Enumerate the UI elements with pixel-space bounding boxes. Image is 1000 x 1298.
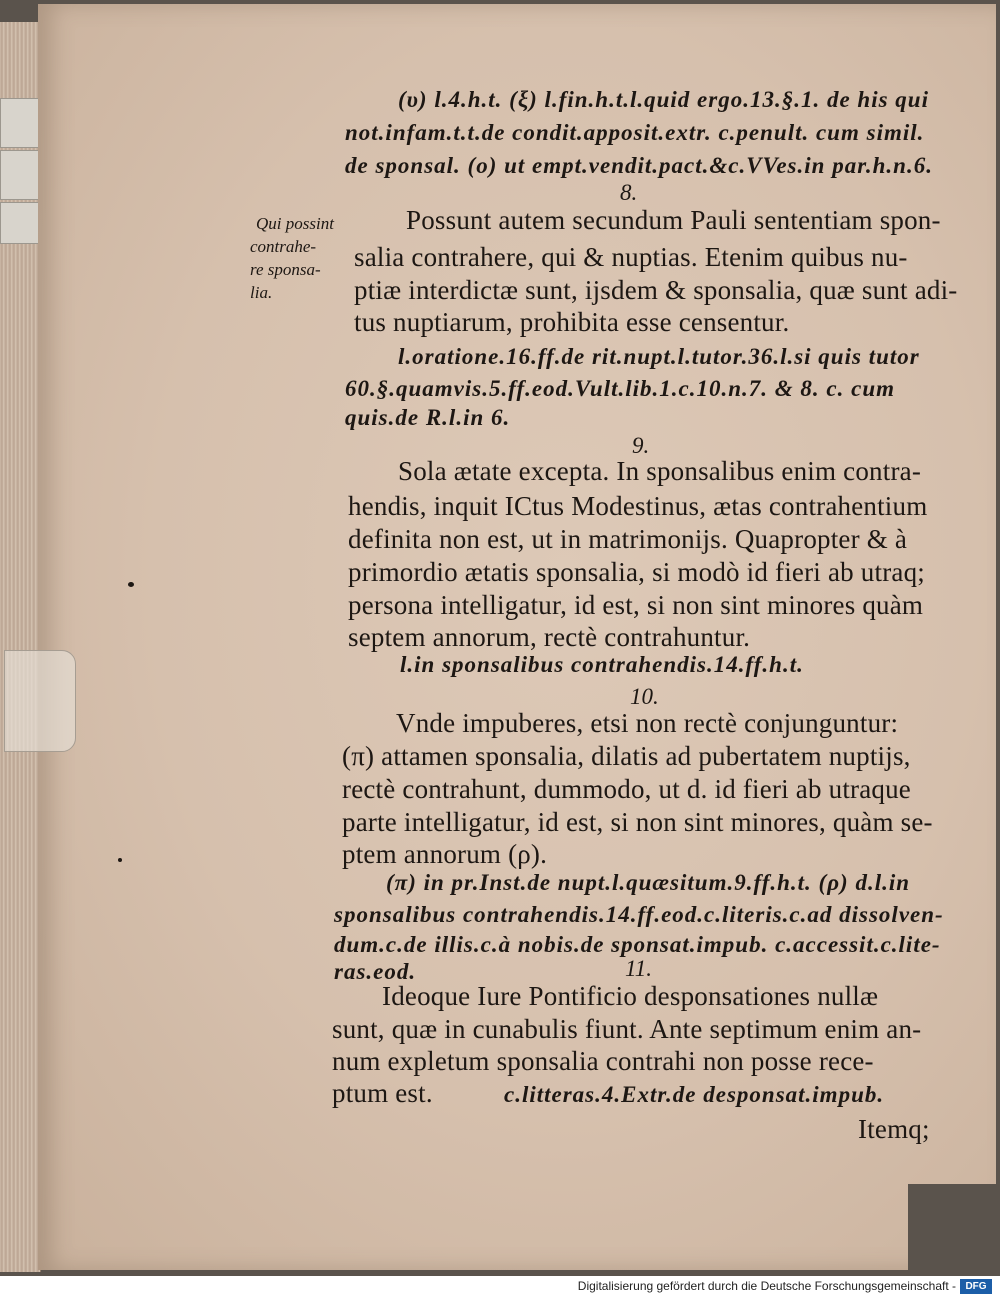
paper-tab-marker [0,98,42,148]
margin-note-line: re sponsa- [250,260,321,279]
body-line: rectè contrahunt, dummodo, ut d. id fieri ab utraque [342,774,911,804]
margin-note-line: Qui possint [256,214,334,233]
plastic-page-clip [4,650,76,752]
body-line: salia contrahere, qui & nuptias. Etenim quibus nu- [354,242,908,272]
citation-line: l.oratione.16.ff.de rit.nupt.l.tutor.36.l.si quis tutor [398,344,920,369]
footnote-line: not.infam.t.t.de condit.apposit.extr. c.penult. cum simil. [345,120,925,145]
paper-tab-marker [0,202,42,244]
citation-line: (π) in pr.Inst.de nupt.l.quæsitum.9.ff.h.t. (ρ) d.l.in [386,870,911,895]
citation-line: c.litteras.4.Extr.de desponsat.impub. [504,1082,885,1107]
citation-line: l.in sponsalibus contrahendis.14.ff.h.t. [400,652,804,677]
section-number: 10. [630,684,659,709]
margin-note-line: lia. [250,283,273,302]
body-line: (π) attamen sponsalia, dilatis ad pubertatem nuptijs, [342,741,911,771]
section-number: 8. [620,180,638,205]
footnote-line: (υ) l.4.h.t. (ξ) l.fin.h.t.l.quid ergo.13.§.1. de his qui [398,87,929,112]
body-line: persona intelligatur, id est, si non sint minores quàm [348,590,924,620]
body-line: ptum est. [332,1078,433,1108]
body-line: ptem annorum (ρ). [342,839,548,869]
citation-line: ras.eod. [334,959,417,984]
margin-note-line: contrahe- [250,237,317,256]
body-line: Possunt autem secundum Pauli sententiam spon- [406,205,941,235]
citation-line: sponsalibus contrahendis.14.ff.eod.c.literis.c.ad dissolven- [334,902,944,927]
body-line: tus nuptiarum, prohibita esse censentur. [354,307,790,337]
catchword: Itemq; [858,1114,930,1144]
citation-line: 60.§.quamvis.5.ff.eod.Vult.lib.1.c.10.n.7. & 8. c. cum [345,376,896,401]
digitization-footer [0,1276,1000,1298]
body-line: hendis, inquit ICtus Modestinus, ætas contrahentium [348,491,928,521]
ink-speck [128,582,134,587]
citation-line: quis.de R.l.in 6. [345,405,511,430]
body-line: definita non est, ut in matrimonijs. Quapropter & à [348,524,908,554]
body-line: primordio ætatis sponsalia, si modò id fieri ab utraq; [348,557,925,587]
body-line: Sola ætate excepta. In sponsalibus enim contra- [398,456,922,486]
body-line: Vnde impuberes, etsi non rectè conjunguntur: [396,708,899,738]
body-line: ptiæ interdictæ sunt, ijsdem & sponsalia, quæ sunt adi- [354,275,958,305]
citation-line: dum.c.de illis.c.à nobis.de sponsat.impub. c.accessit.c.lite- [334,932,941,957]
body-line: sunt, quæ in cunabulis fiunt. Ante septimum enim an- [332,1014,922,1044]
page-corner-shadow [908,1184,1000,1274]
body-line: septem annorum, rectè contrahuntur. [348,622,751,652]
paper-tab-marker [0,150,42,200]
body-line: parte intelligatur, id est, si non sint minores, quàm se- [342,807,933,837]
footer-text: Digitalisierung gefördert durch die Deutsche Forschungsgemeinschaft - [577,1279,956,1293]
footnote-line: de sponsal. (ο) ut empt.vendit.pact.&c.VVes.in par.h.n.6. [345,153,933,178]
body-line: num expletum sponsalia contrahi non posse rece- [332,1046,874,1076]
section-number: 9. [632,433,650,458]
dfg-logo: DFG [960,1279,992,1294]
body-line: Ideoque Iure Pontificio desponsationes nullæ [382,981,879,1011]
section-number: 11. [625,956,653,981]
ink-speck [118,858,122,862]
